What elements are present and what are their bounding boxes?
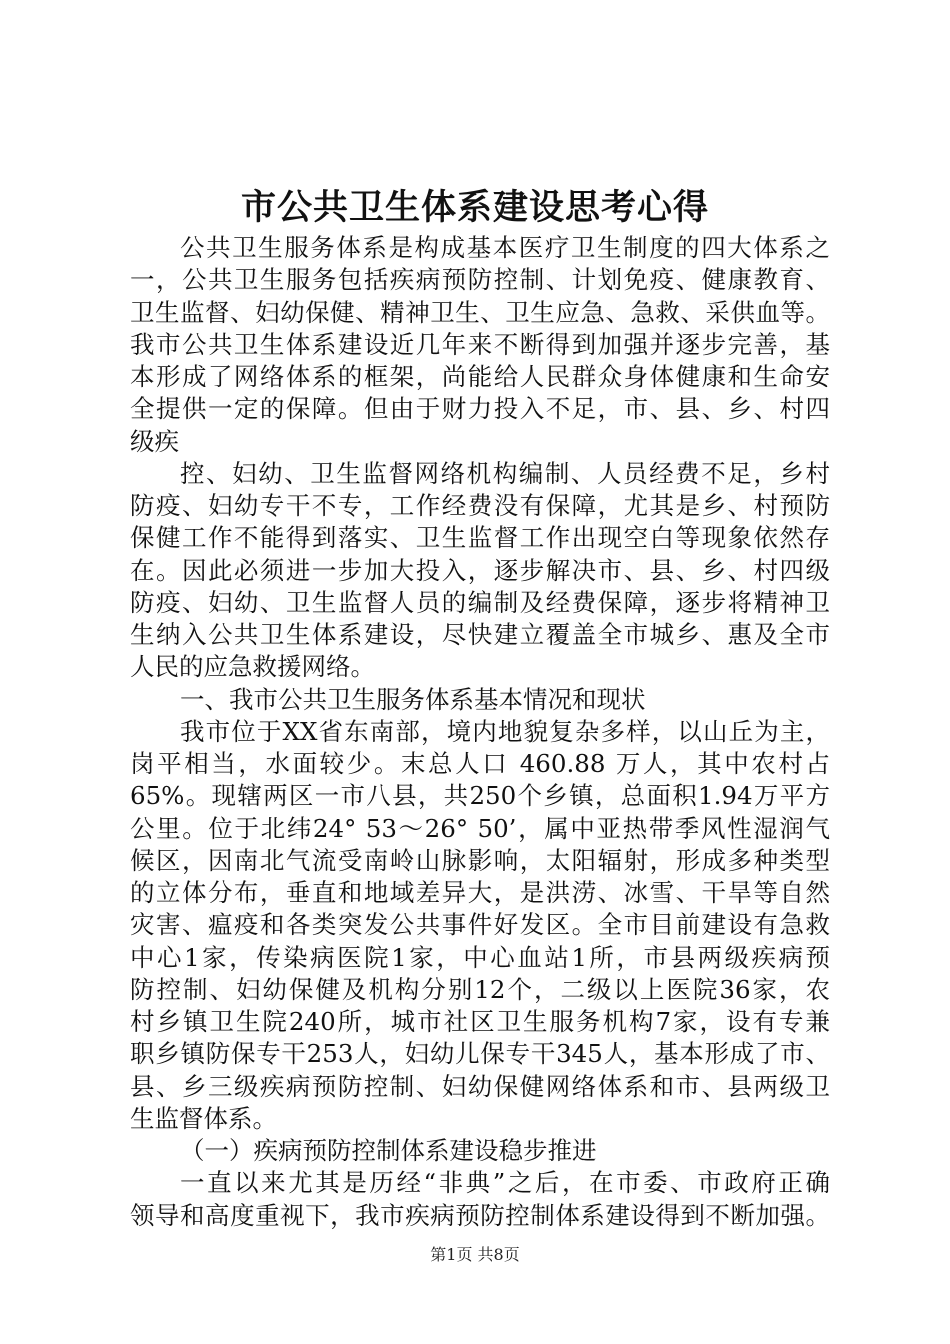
text-line: 卫生监督、妇幼保健、精神卫生、卫生应急、急救、采供血等。 <box>130 297 830 327</box>
text-line: 的立体分布，垂直和地域差异大，是洪涝、冰雪、干旱等自然 <box>130 878 830 907</box>
text-line: 职乡镇防保专干253人，妇幼儿保专干345人，基本形成了市、 <box>130 1039 830 1069</box>
text-line: 灾害、瘟疫和各类突发公共事件好发区。全市目前建设有急救 <box>130 910 830 940</box>
document-title: 市公共卫生体系建设思考心得 <box>240 187 709 228</box>
text-line: 候区，因南北气流受南岭山脉影响，太阳辐射，形成多种类型 <box>130 845 830 875</box>
text-line: 级疾 <box>130 426 179 456</box>
text-line: 控、妇幼、卫生监督网络机构编制、人员经费不足，乡村 <box>180 458 830 488</box>
text-line: 65%。现辖两区一市八县，共250个乡镇，总面积1.94万平方 <box>130 781 830 811</box>
text-line: 保健工作不能得到落实、卫生监督工作出现空白等现象依然存 <box>130 523 830 553</box>
text-line: 公里。位于北纬24° 53～26° 50’，属中亚热带季风性湿润气 <box>130 813 830 843</box>
text-line: 我市公共卫生体系建设近几年来不断得到加强并逐步完善，基 <box>130 329 830 359</box>
text-line: 生监督体系。 <box>130 1103 277 1133</box>
text-line: 全提供一定的保障。但由于财力投入不足，市、县、乡、村四 <box>130 394 830 424</box>
text-line: 村乡镇卫生院240所，城市社区卫生服务机构7家，设有专兼 <box>130 1007 830 1036</box>
page-footer: 第1页 共8页 <box>430 1245 520 1264</box>
text-line: 防疫、妇幼、卫生监督人员的编制及经费保障，逐步将精神卫 <box>130 587 830 617</box>
text-line: 生纳入公共卫生体系建设，尽快建立覆盖全市城乡、惠及全市 <box>130 620 830 649</box>
text-line: 岗平相当，水面较少。末总人口 460.88 万人，其中农村占 <box>130 749 830 778</box>
text-line: 防控制、妇幼保健及机构分别12个，二级以上医院36家，农 <box>130 974 830 1004</box>
subsection-heading: （一）疾病预防控制体系建设稳步推进 <box>180 1136 597 1165</box>
text-line: 防疫、妇幼专干不专，工作经费没有保障，尤其是乡、村预防 <box>130 491 830 520</box>
text-line: 本形成了网络体系的框架，尚能给人民群众身体健康和生命安 <box>130 362 830 391</box>
text-line: 人民的应急救援网络。 <box>130 652 375 682</box>
text-line: 中心1家，传染病医院1家，中心血站1所，市县两级疾病预 <box>130 942 830 972</box>
text-line: 在。因此必须进一步加大投入，逐步解决市、县、乡、村四级 <box>130 555 830 585</box>
text-line: 县、乡三级疾病预防控制、妇幼保健网络体系和市、县两级卫 <box>130 1071 830 1101</box>
text-line: 我市位于XX省东南部，境内地貌复杂多样，以山丘为主， <box>180 716 830 746</box>
text-line: 一，公共卫生服务包括疾病预防控制、计划免疫、健康教育、 <box>130 265 830 295</box>
text-line: 公共卫生服务体系是构成基本医疗卫生制度的四大体系之 <box>180 233 830 262</box>
text-line: 一直以来尤其是历经“非典”之后，在市委、市政府正确 <box>180 1168 830 1198</box>
text-line: 领导和高度重视下，我市疾病预防控制体系建设得到不断加强。 <box>130 1200 830 1230</box>
section-heading: 一、我市公共卫生服务体系基本情况和现状 <box>180 684 646 714</box>
document-body <box>130 232 830 1232</box>
